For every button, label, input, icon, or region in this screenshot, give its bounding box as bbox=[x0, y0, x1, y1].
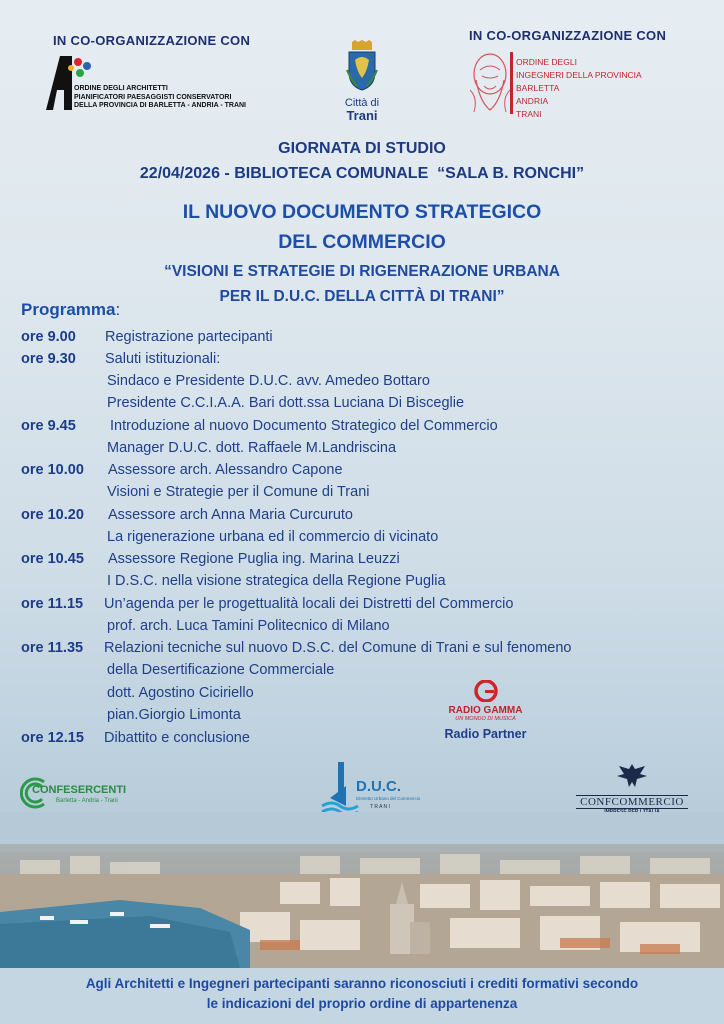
program-line: Dibattito e conclusione bbox=[104, 730, 250, 746]
program-time: ore 9.00 bbox=[21, 329, 76, 345]
program-line: Manager D.U.C. dott. Raffaele M.Landriscina bbox=[107, 440, 397, 456]
duc-city: T R A N I bbox=[370, 804, 390, 810]
event-title1: IL NUOVO DOCUMENTO STRATEGICO bbox=[182, 201, 542, 223]
engineers-logo-line: ANDRIA bbox=[516, 96, 549, 106]
city-logo-line2: Trani bbox=[346, 108, 378, 123]
engineers-logo bbox=[466, 50, 642, 121]
architects-logo bbox=[44, 52, 247, 117]
duc-sub: Distretto Urbano del Commercio bbox=[356, 796, 421, 801]
city-crest bbox=[337, 40, 387, 123]
program-line: Saluti istituzionali: bbox=[105, 351, 221, 367]
duc-name: D.U.C. bbox=[356, 778, 401, 795]
program-line: Assessore arch. Alessandro Capone bbox=[108, 462, 343, 478]
program-line: della Desertificazione Commerciale bbox=[107, 662, 335, 678]
duc-icon bbox=[320, 758, 360, 816]
program-line: Un’agenda per le progettualità locali dei Distretti del Commercio bbox=[104, 596, 514, 612]
city-skyline-illustration bbox=[0, 812, 724, 968]
program-line: dott. Agostino Ciciriello bbox=[107, 685, 254, 701]
architects-logo-text bbox=[74, 85, 246, 111]
trani-panorama-photo bbox=[0, 812, 724, 968]
radio-partner-logo bbox=[438, 680, 533, 741]
radio-partner-label: Radio Partner bbox=[444, 727, 527, 741]
program-time: ore 10.20 bbox=[21, 507, 84, 523]
program-line: Assessore arch Anna Maria Curcuruto bbox=[108, 507, 353, 523]
engineers-logo-line: ORDINE DEGLI bbox=[516, 57, 577, 67]
program-time: ore 11.15 bbox=[21, 596, 84, 612]
program-line: Visioni e Strategie per il Comune di Trani bbox=[107, 484, 370, 500]
program-line: Assessore Regione Puglia ing. Marina Leuzzi bbox=[108, 551, 400, 567]
program-time: ore 11.35 bbox=[21, 640, 84, 656]
radio-name: RADIO GAMMA bbox=[448, 705, 523, 716]
event-line2: 22/04/2026 - BIBLIOTECA COMUNALE “SALA B. RONCHI” bbox=[139, 165, 585, 182]
program-line: La rigenerazione urbana ed il commercio di vicinato bbox=[107, 529, 439, 545]
program-line: prof. arch. Luca Tamini Politecnico di Milano bbox=[107, 618, 390, 634]
event-subtitle2: PER IL D.U.C. DELLA CITTÀ DI TRANI” bbox=[219, 288, 505, 305]
program-line: Introduzione al nuovo Documento Strategico del Commercio bbox=[110, 418, 498, 434]
program-line: Presidente C.C.I.A.A. Bari dott.ssa Luciana Di Bisceglie bbox=[107, 395, 465, 411]
architects-logo-line: PIANIFICATORI PAESAGGISTI CONSERVATORI bbox=[74, 93, 232, 101]
eagle-icon bbox=[615, 760, 649, 790]
program-line: I D.S.C. nella visione strategica della Regione Puglia bbox=[107, 573, 446, 589]
crest-icon bbox=[345, 40, 379, 92]
program-time: ore 9.45 bbox=[21, 418, 76, 434]
footer bbox=[0, 968, 724, 1024]
program-line: Registrazione partecipanti bbox=[105, 329, 273, 345]
program-heading-text: Programma bbox=[21, 300, 116, 319]
coorg-left-label: IN CO-ORGANIZZAZIONE CON bbox=[53, 33, 251, 48]
program-line: pian.Giorgio Limonta bbox=[107, 707, 241, 723]
engineers-logo-line: INGEGNERI DELLA PROVINCIA bbox=[516, 70, 642, 80]
engineers-logo-text bbox=[516, 56, 642, 121]
city-logo-line1: Città di bbox=[344, 97, 380, 109]
program-line: Relazioni tecniche sul nuovo D.S.C. del Comune di Trani e sul fenomeno bbox=[104, 640, 572, 656]
footer-line1: Agli Architetti e Ingegneri partecipanti saranno riconosciuti i crediti formativi secondo bbox=[85, 976, 639, 991]
engineers-logo-line: TRANI bbox=[516, 109, 542, 119]
confesercenti-logo bbox=[20, 776, 127, 815]
confcommercio-logo bbox=[576, 760, 688, 820]
program-heading-colon: : bbox=[115, 300, 121, 319]
program-line: Sindaco e Presidente D.U.C. avv. Amedeo Bottaro bbox=[107, 373, 430, 389]
program-time: ore 12.15 bbox=[21, 730, 84, 746]
program-heading bbox=[21, 300, 120, 320]
program-time: ore 10.45 bbox=[21, 551, 84, 567]
architects-logo-line: ORDINE DEGLI ARCHITETTI bbox=[74, 85, 168, 92]
confcommercio-name: CONFCOMMERCIO bbox=[576, 795, 688, 809]
radio-gamma-icon bbox=[471, 680, 501, 702]
footer-text bbox=[0, 968, 724, 1014]
event-title2: DEL COMMERCIO bbox=[278, 231, 446, 253]
program-time: ore 9.30 bbox=[21, 351, 76, 367]
confesercenti-name: CONFESERCENTI bbox=[32, 784, 127, 796]
program-time: ore 10.00 bbox=[21, 462, 84, 478]
footer-line2: le indicazioni del proprio ordine di appartenenza bbox=[206, 996, 518, 1011]
architects-logo-line: DELLA PROVINCIA DI BARLETTA - ANDRIA - TRANI bbox=[74, 102, 247, 109]
engineers-logo-line: BARLETTA bbox=[516, 83, 560, 93]
coorg-right-label: IN CO-ORGANIZZAZIONE CON bbox=[469, 28, 667, 43]
radio-tagline: UN MONDO DI MUSICA bbox=[455, 716, 516, 722]
event-line1: GIORNATA DI STUDIO bbox=[278, 140, 446, 157]
event-subtitle1: “VISIONI E STRATEGIE DI RIGENERAZIONE URBANA bbox=[164, 263, 560, 280]
confesercenti-sub: Barletta - Andria - Trani bbox=[56, 798, 118, 804]
